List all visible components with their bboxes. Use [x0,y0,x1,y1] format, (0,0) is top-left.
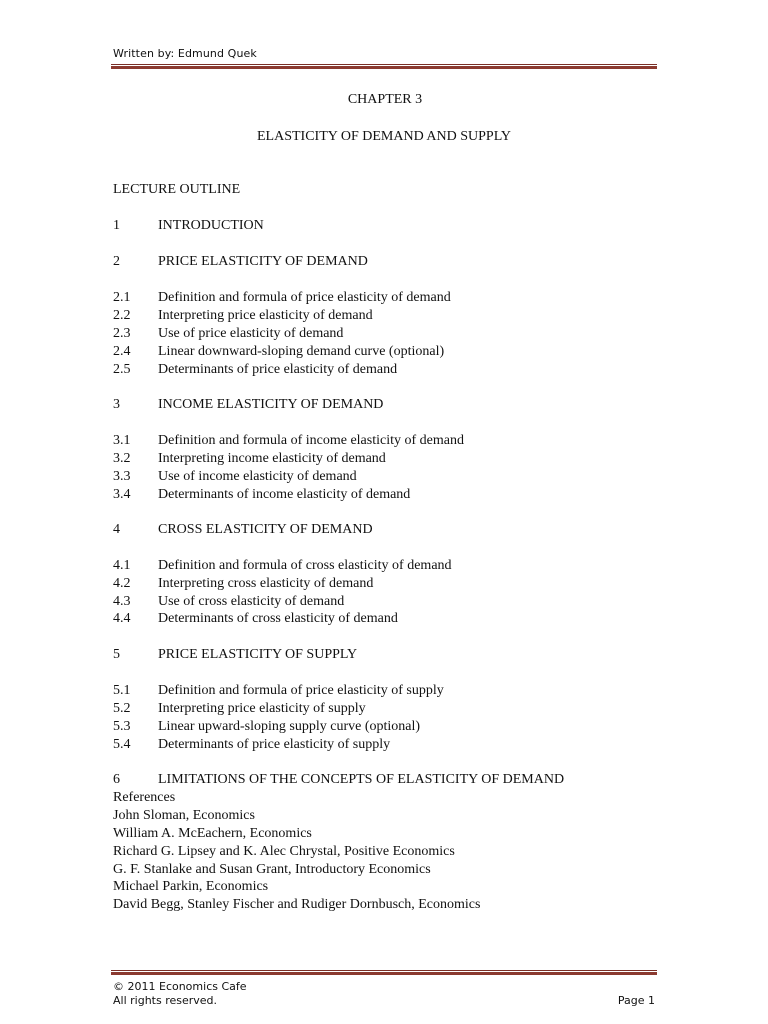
page-title-text: ELASTICITY OF DEMAND AND SUPPLY [257,129,511,144]
outline-item-text: Definition and formula of income elasticity of demand [158,433,464,448]
outline-item [113,289,451,307]
header-rule [111,64,657,69]
outline-item-text: INCOME ELASTICITY OF DEMAND [158,397,384,412]
outline-item-text: Definition and formula of cross elasticity of demand [158,558,452,573]
outline-item-text: Interpreting price elasticity of demand [158,308,373,323]
outline-item-text: PRICE ELASTICITY OF SUPPLY [158,647,358,662]
outline-item-number: 2.4 [113,344,131,359]
outline-item [113,217,264,235]
outline-item [113,593,344,611]
reference-item: Richard G. Lipsey and K. Alec Chrystal, Positive Economics [113,844,455,859]
outline-item-text: Use of income elasticity of demand [158,469,357,484]
outline-item-number: 3.1 [113,433,131,448]
outline-item [113,253,368,271]
outline-heading: LECTURE OUTLINE [113,182,241,197]
outline-item-number: 3.4 [113,487,131,502]
outline-item-number: 6 [113,772,120,787]
page-number: Page 1 [617,994,655,1007]
outline-item [113,361,397,379]
outline-item [113,432,464,450]
outline-item-text: Determinants of cross elasticity of demand [158,611,398,626]
outline-item [113,700,366,718]
outline-item-number: 3.3 [113,469,131,484]
outline-item-number: 2.2 [113,308,131,323]
outline-item-text: Determinants of income elasticity of demand [158,487,411,502]
outline-item-number: 5.3 [113,719,131,734]
outline-item-number: 5.4 [113,737,131,752]
outline-item [113,325,343,343]
outline-item [113,396,383,414]
reference-item: G. F. Stanlake and Susan Grant, Introductory Economics [113,862,431,877]
outline-item [113,307,373,325]
header-author: Written by: Edmund Quek [113,47,257,60]
chapter-heading-text: CHAPTER 3 [347,92,423,107]
outline-item [113,468,357,486]
outline-item [113,771,564,789]
outline-item-number: 2.3 [113,326,131,341]
outline-item-text: CROSS ELASTICITY OF DEMAND [158,522,373,537]
outline-item-number: 4.4 [113,611,131,626]
outline-item-number: 4.1 [113,558,131,573]
outline-item-number: 3 [113,397,120,412]
outline-item-number: 4.3 [113,594,131,609]
outline-item-text: Use of price elasticity of demand [158,326,344,341]
outline-item-number: 5.1 [113,683,131,698]
outline-item [113,450,386,468]
outline-item-number: 2.1 [113,290,131,305]
outline-item [113,557,452,575]
outline-item-text: Determinants of price elasticity of supply [158,737,391,752]
outline-item-number: 1 [113,218,120,233]
outline-item [113,343,444,361]
outline-item-number: 4.2 [113,576,131,591]
outline-item-number: 2.5 [113,362,131,377]
outline-item-text: Definition and formula of price elasticity of demand [158,290,451,305]
outline-item-number: 2 [113,254,120,269]
outline-item [113,610,398,628]
outline-item-number: 5.2 [113,701,131,716]
references-heading: References [113,790,176,805]
outline-item-text: Determinants of price elasticity of demand [158,362,398,377]
outline-item [113,718,420,736]
outline-item-text: Linear downward-sloping demand curve (optional) [158,344,445,359]
outline-item [113,736,390,754]
outline-item-text: Interpreting income elasticity of demand [158,451,386,466]
outline-item [113,575,373,593]
outline-item-text: INTRODUCTION [158,218,264,233]
reference-item: David Begg, Stanley Fischer and Rudiger Dornbusch, Economics [113,897,481,912]
outline-item-text: PRICE ELASTICITY OF DEMAND [158,254,368,269]
outline-item-number: 5 [113,647,120,662]
outline-item [113,682,444,700]
footer-copyright: © 2011 Economics Cafe [113,980,247,993]
outline-item-text: Interpreting cross elasticity of demand [158,576,374,591]
outline-item-text: Interpreting price elasticity of supply [158,701,366,716]
outline-item-text: Linear upward-sloping supply curve (optional) [158,719,421,734]
footer-rights: All rights reserved. [113,994,218,1007]
reference-item: William A. McEachern, Economics [113,826,312,841]
outline-item-text: LIMITATIONS OF THE CONCEPTS OF ELASTICITY OF DEMAND [158,772,565,787]
outline-item-number: 3.2 [113,451,131,466]
footer-rule [111,970,657,975]
outline-item-text: Definition and formula of price elasticity of supply [158,683,444,698]
reference-item: John Sloman, Economics [113,808,255,823]
page-title [0,129,768,145]
chapter-heading [0,92,768,108]
outline-item [113,521,373,539]
footer-left [113,980,247,1008]
outline-item [113,646,357,664]
outline-item-text: Use of cross elasticity of demand [158,594,345,609]
outline-item [113,486,410,504]
outline-item-number: 4 [113,522,120,537]
reference-item: Michael Parkin, Economics [113,879,269,894]
